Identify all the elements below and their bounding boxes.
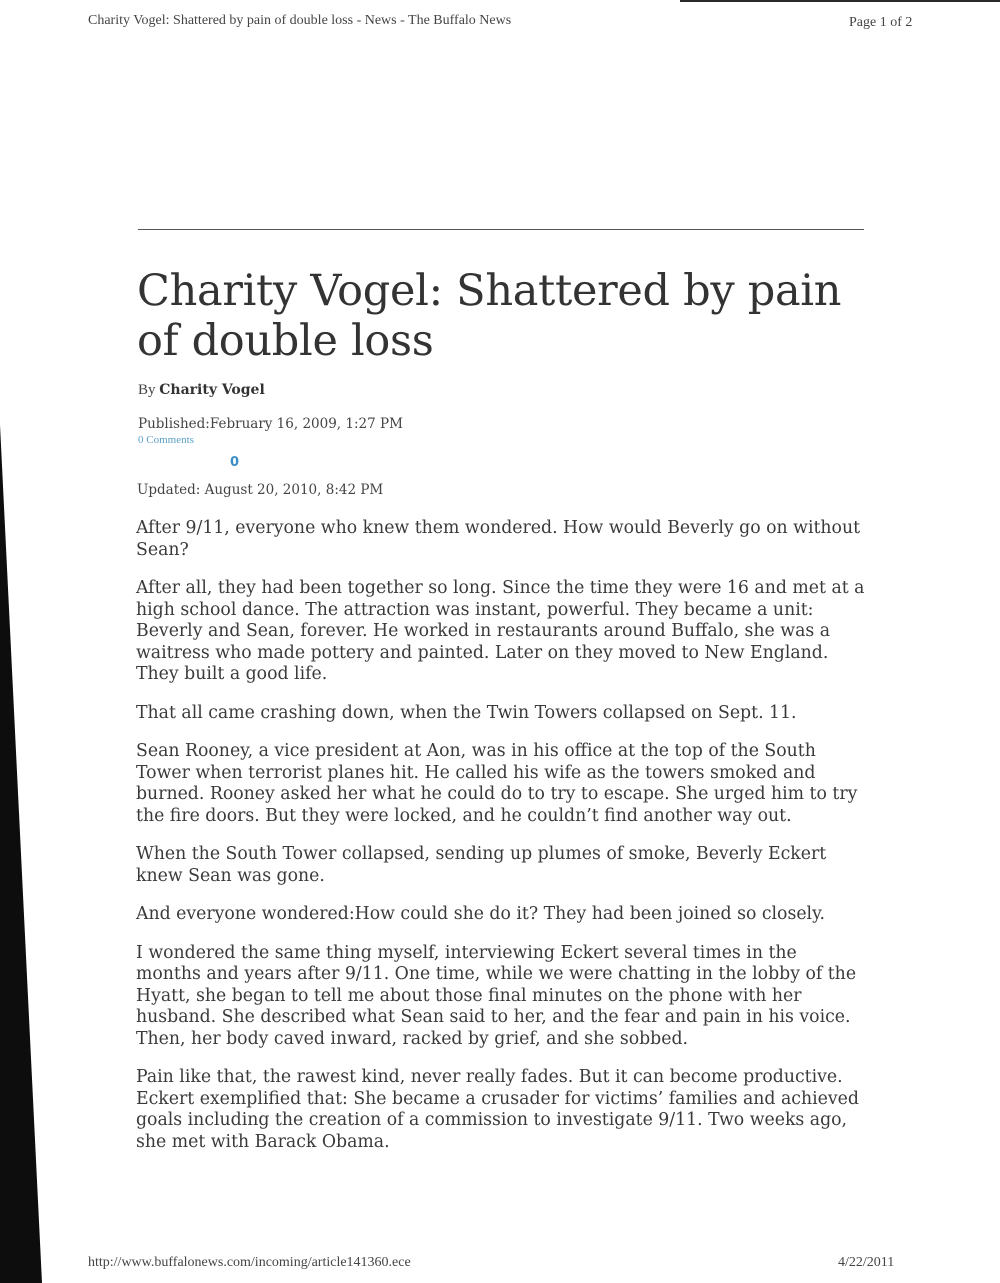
article-paragraph: Sean Rooney, a vice president at Aon, was in his office at the top of the South Tower when terrorist planes hit. He called his wife as the towers smoked and burned. Rooney asked her what he could do to try to escape. She urged him to try the fire doors. But they were locked, and he couldn’t find another way out. [136,741,858,826]
print-footer-date: 4/22/2011 [838,1255,895,1270]
scan-artifact-top-line [680,0,1000,2]
article-paragraph: I wondered the same thing myself, interviewing Eckert several times in the months and years after 9/11. One time, while we were chatting in the lobby of the Hyatt, she began to tell me about those final minutes on the phone with her husband. She described what Sean said to her, and the fear and pain in his voice. Then, her body caved inward, racked by grief, and she sobbed. [136,942,857,1049]
updated-date: Updated: August 20, 2010, 8:42 PM [137,482,384,498]
article-paragraph: After all, they had been together so long. Since the time they were 16 and met at a high school dance. The attraction was instant, powerful. They became a unit: Beverly and Sean, forever. He worked in restaurants around Buffalo, she was a waitress who made pottery and painted. Later on they moved to New England. They built a good life. [136,578,865,684]
byline-prefix: By [138,382,156,398]
print-header-title: Charity Vogel: Shattered by pain of double loss - News - The Buffalo News [88,13,512,28]
article-headline: Charity Vogel: Shattered by pain of double loss [137,266,842,366]
published-date: Published:February 16, 2009, 1:27 PM [138,416,403,432]
article-paragraph: After 9/11, everyone who knew them wondered. How would Beverly go on without Sean? [136,518,861,560]
share-count: 0 [230,455,240,470]
article-paragraph: And everyone wondered:How could she do it? They had been joined so closely. [136,904,826,924]
article-paragraph: That all came crashing down, when the Twin Towers collapsed on Sept. 11. [136,702,797,723]
byline [138,382,265,399]
print-header-page-number: Page 1 of 2 [849,15,913,30]
print-footer-url: http://www.buffalonews.com/incoming/article141360.ece [88,1255,411,1270]
article-paragraph: When the South Tower collapsed, sending up plumes of smoke, Beverly Eckert knew Sean was gone. [136,844,827,886]
header-divider [138,229,864,230]
scan-artifact-left-edge [0,425,42,1283]
author-name[interactable]: Charity Vogel [159,382,265,398]
article-paragraph: Pain like that, the rawest kind, never really fades. But it can become productive. Eckert exemplified that: She became a crusader for victims’ families and achieved goals including the creation of a commission to investigate 9/11. Two weeks ago, she met with Barack Obama. [136,1067,859,1152]
comments-link[interactable]: 0 Comments [138,434,194,446]
article-body [136,518,866,1170]
